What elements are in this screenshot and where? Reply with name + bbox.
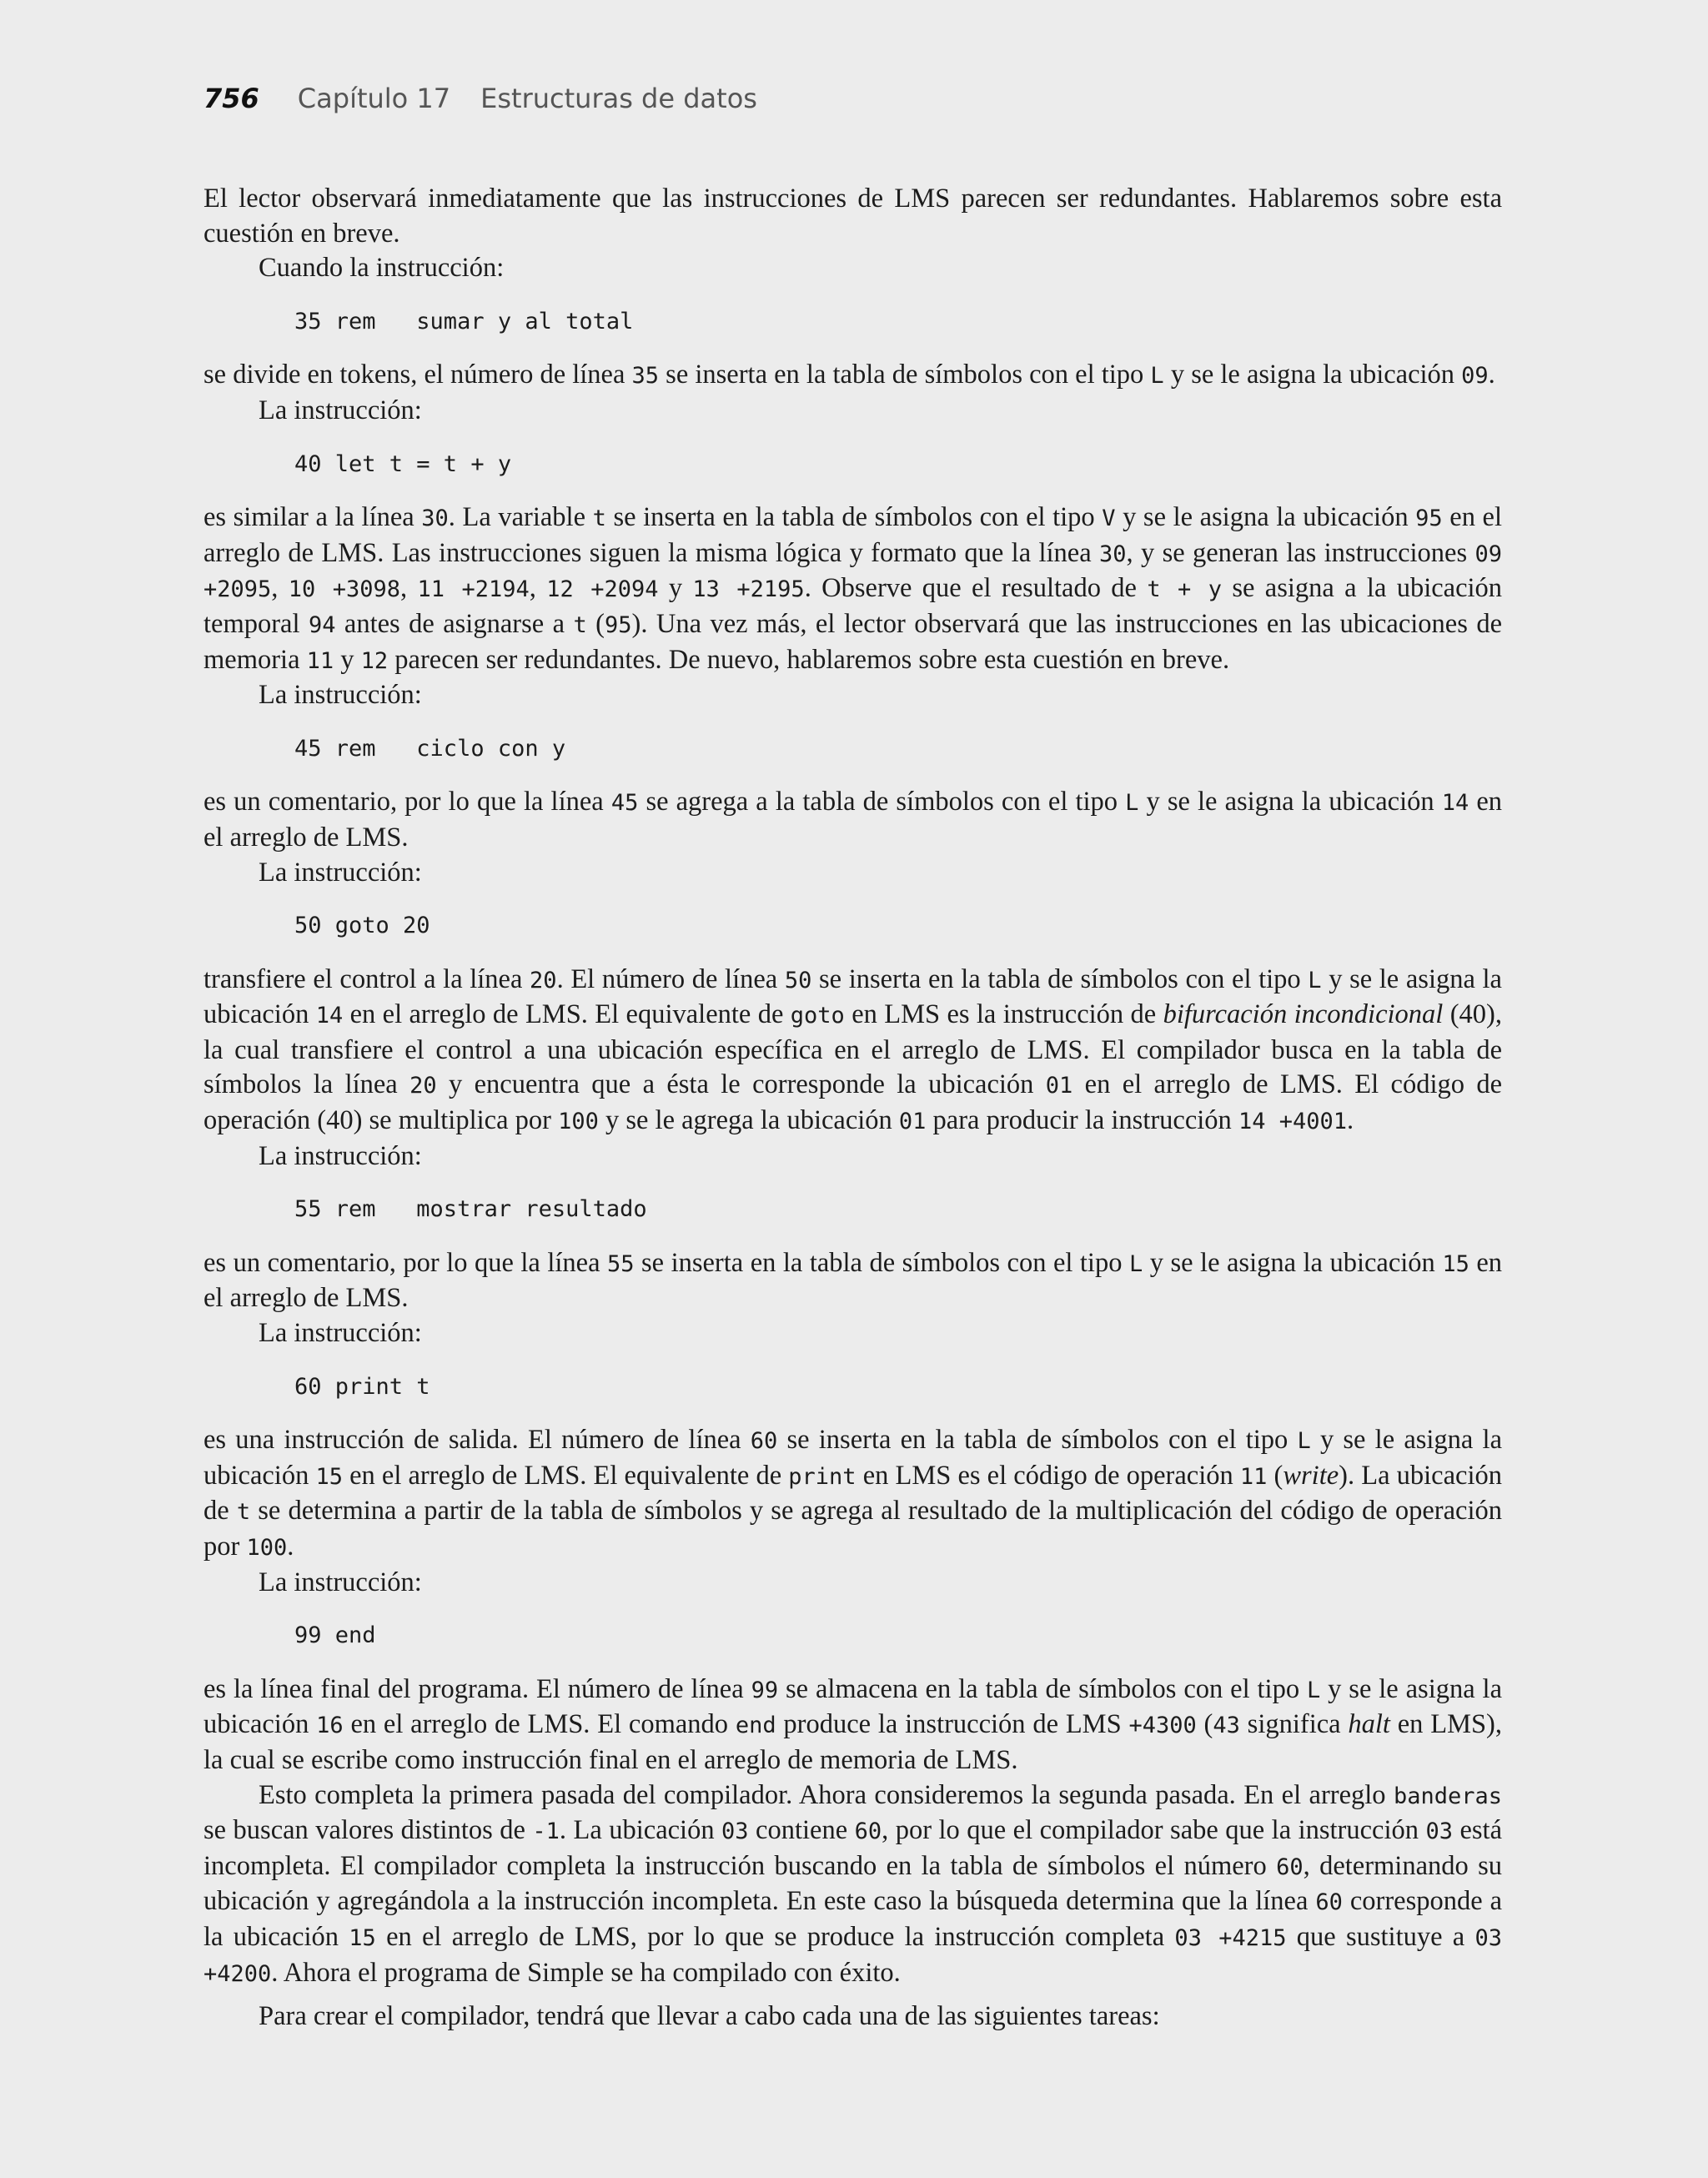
page-number: 756	[203, 83, 259, 114]
page-body	[203, 182, 1502, 2035]
code-line: 99 end	[294, 1622, 376, 1649]
paragraph: La instrucción:	[259, 1140, 422, 1171]
chapter-label: Capítulo 17	[297, 83, 451, 114]
paragraph: se divide en tokens, el número de línea 35 se inserta en la tabla de símbolos con el tipo L y se le asigna la ubicación 09.	[203, 360, 1495, 390]
paragraph: El lector observará inmediatamente que las instrucciones de LMS parecen ser redundantes. Hablaremos sobre esta cuestión en breve.	[203, 184, 1502, 249]
paragraph: La instrucción:	[259, 395, 422, 425]
code-line: 40 let t = t + y	[294, 450, 512, 477]
chapter-title: Estructuras de datos	[480, 83, 757, 114]
paragraph: La instrucción:	[259, 1318, 422, 1349]
paragraph: es similar a la línea 30. La variable t se inserta en la tabla de símbolos con el tipo V y se le asigna la ubicación 95 en el arreglo de LMS. Las instrucciones siguen la misma lógica y formato que la línea 30, y se generan las instrucciones 09 +2095, 10 +3098, 11 +2194, 12 +2094 y 13 +2195. Observe que el resultado de t + y se asigna a la ubicación temporal 94 antes de asignarse a t (95). Una vez más, el lector observará que las instrucciones en las ubicaciones de memoria 11 y 12 parecen ser redundantes. De nuevo, hablaremos sobre esta cuestión en breve.	[203, 502, 1503, 675]
paragraph: es un comentario, por lo que la línea 55 se inserta en la tabla de símbolos con el tipo L y se le asigna la ubicación 15 en el arreglo de LMS.	[203, 1247, 1502, 1314]
code-line: 35 rem sumar y al total	[294, 308, 634, 334]
paragraph: Cuando la instrucción:	[259, 253, 505, 284]
code-line: 55 rem mostrar resultado	[294, 1196, 647, 1223]
paragraph: es la línea final del programa. El número de línea 99 se almacena en la tabla de símbolos con el tipo L y se le asigna la ubicación 16 en el arreglo de LMS. El comando end produce la instrucción de LMS +4300 (43 significa halt en LMS), la cual se escribe como instrucción final en el arreglo de memoria de LMS.	[203, 1673, 1503, 1775]
code-line: 60 print t	[294, 1373, 430, 1400]
paragraph: transfiere el control a la línea 20. El número de línea 50 se inserta en la tabla de símbolos con el tipo L y se le asigna la ubicación 14 en el arreglo de LMS. El equivalente de goto en LMS es la instrucción de bifurcación incondicional (40), la cual transfiere el control a una ubicación específica en el arreglo de LMS. El compilador busca en la tabla de símbolos la línea 20 y encuentra que a ésta le corresponde la ubicación 01 en el arreglo de LMS. El código de operación (40) se multiplica por 100 y se le agrega la ubicación 01 para producir la instrucción 14 +4001.	[203, 963, 1503, 1136]
paragraph: Para crear el compilador, tendrá que llevar a cabo cada una de las siguientes tareas:	[259, 2001, 1160, 2032]
paragraph: es un comentario, por lo que la línea 45 se agrega a la tabla de símbolos con el tipo L y se le asigna la ubicación 14 en el arreglo de LMS.	[203, 787, 1502, 853]
paragraph: La instrucción:	[259, 1567, 422, 1597]
code-line: 45 rem ciclo con y	[294, 735, 566, 762]
running-header	[203, 82, 757, 115]
paragraph: es una instrucción de salida. El número de línea 60 se inserta en la tabla de símbolos con el tipo L y se le asigna la ubicación 15 en el arreglo de LMS. El equivalente de print en LMS es el código de operación 11 (write). La ubicación de t se determina a partir de la tabla de símbolos y se agrega al resultado de la multiplicación del código de operación por 100.	[203, 1425, 1502, 1562]
paragraph: Esto completa la primera pasada del compilador. Ahora consideremos la segunda pasada. En el arreglo banderas se buscan valores distintos de -1. La ubicación 03 contiene 60, por lo que el compilador sabe que la instrucción 03 está incompleta. El compilador completa la instrucción buscando en la tabla de símbolos el número 60, determinando su ubicación y agregándola a la instrucción incompleta. En este caso la búsqueda determina que la línea 60 corresponde a la ubicación 15 en el arreglo de LMS, por lo que se produce la instrucción completa 03 +4215 que sustituye a 03 +4200. Ahora el programa de Simple se ha compilado con éxito.	[203, 1779, 1503, 1988]
paragraph: La instrucción:	[259, 680, 422, 711]
code-line: 50 goto 20	[294, 913, 430, 939]
paragraph: La instrucción:	[259, 857, 422, 888]
